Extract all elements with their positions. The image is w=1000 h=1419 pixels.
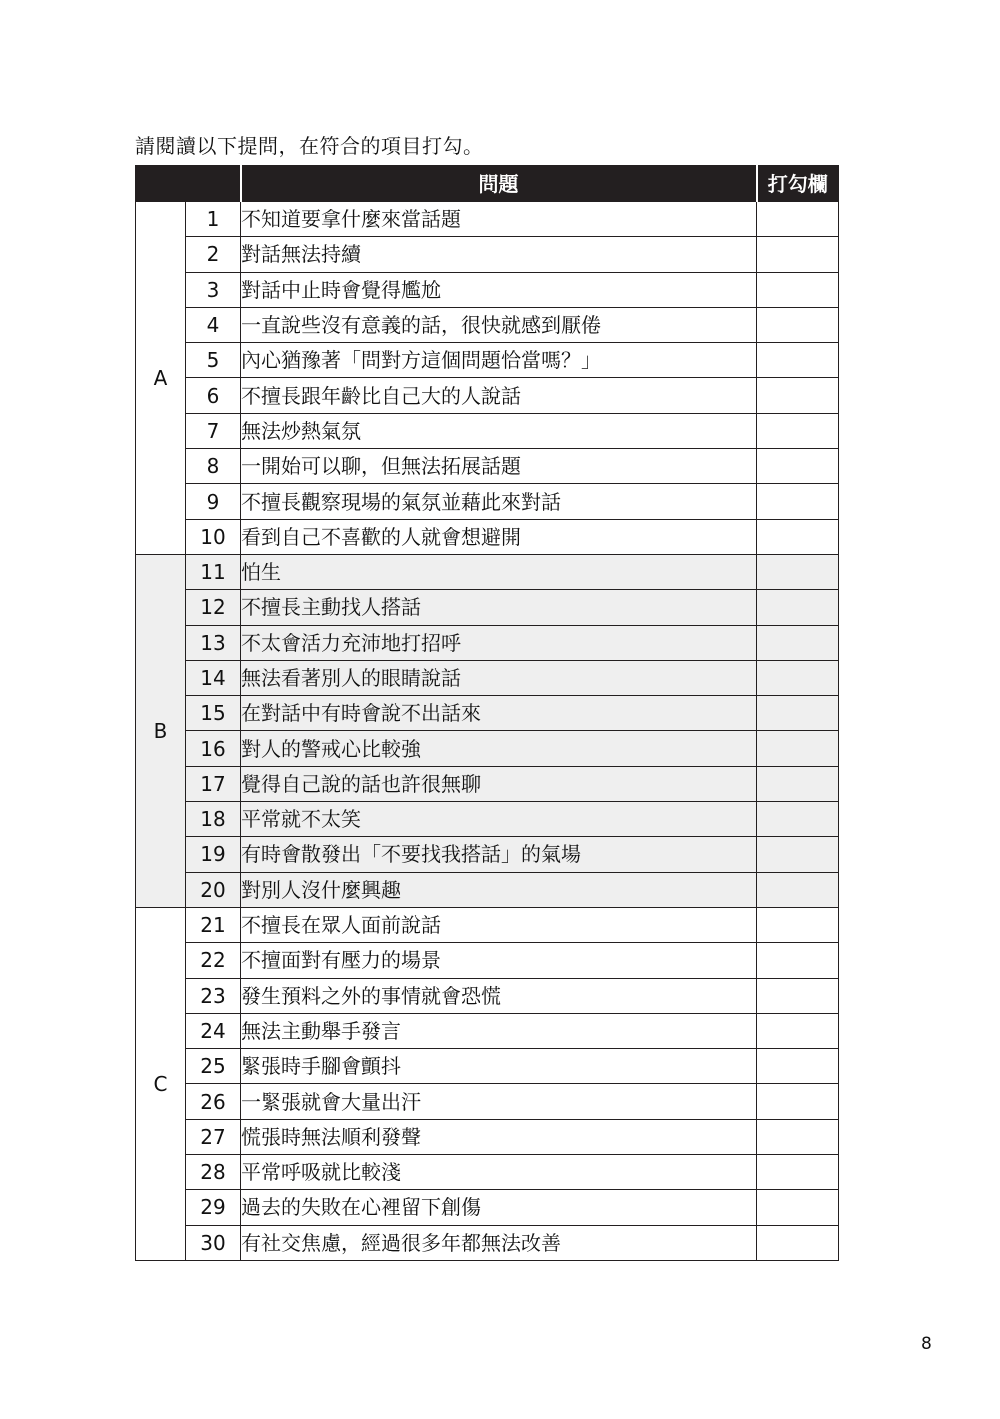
- question-number: 12: [186, 590, 241, 625]
- table-row: [136, 907, 839, 942]
- question-text: 過去的失敗在心裡留下創傷: [241, 1190, 757, 1225]
- question-number: 26: [186, 1084, 241, 1119]
- question-number: 16: [186, 731, 241, 766]
- table-row: [136, 202, 839, 237]
- question-text: 覺得自己說的話也許很無聊: [241, 766, 757, 801]
- question-text: 平常就不太笑: [241, 802, 757, 837]
- checkbox-cell[interactable]: [757, 660, 839, 695]
- checkbox-cell[interactable]: [757, 837, 839, 872]
- question-text: 無法看著別人的眼睛說話: [241, 660, 757, 695]
- question-text: 不擅面對有壓力的場景: [241, 943, 757, 978]
- checkbox-cell[interactable]: [757, 1225, 839, 1260]
- question-number: 22: [186, 943, 241, 978]
- question-number: 2: [186, 237, 241, 272]
- question-number: 13: [186, 625, 241, 660]
- checkbox-cell[interactable]: [757, 484, 839, 519]
- question-text: 一直說些沒有意義的話，很快就感到厭倦: [241, 307, 757, 342]
- checkbox-cell[interactable]: [757, 1190, 839, 1225]
- question-text: 有社交焦慮，經過很多年都無法改善: [241, 1225, 757, 1260]
- question-text: 發生預料之外的事情就會恐慌: [241, 978, 757, 1013]
- question-text: 不擅長主動找人搭話: [241, 590, 757, 625]
- checkbox-cell[interactable]: [757, 554, 839, 589]
- checkbox-cell[interactable]: [757, 272, 839, 307]
- question-text: 平常呼吸就比較淺: [241, 1155, 757, 1190]
- checkbox-cell[interactable]: [757, 343, 839, 378]
- question-number: 27: [186, 1119, 241, 1154]
- checkbox-cell[interactable]: [757, 449, 839, 484]
- table-row: [136, 519, 839, 554]
- table-row: [136, 1013, 839, 1048]
- question-text: 不擅長跟年齡比自己大的人說話: [241, 378, 757, 413]
- question-number: 8: [186, 449, 241, 484]
- checkbox-cell[interactable]: [757, 978, 839, 1013]
- question-text: 對話中止時會覺得尷尬: [241, 272, 757, 307]
- table-row: [136, 766, 839, 801]
- checkbox-cell[interactable]: [757, 1119, 839, 1154]
- checkbox-cell[interactable]: [757, 307, 839, 342]
- question-number: 4: [186, 307, 241, 342]
- question-number: 20: [186, 872, 241, 907]
- header-question: 問題: [241, 166, 757, 202]
- header-check: 打勾欄: [757, 166, 839, 202]
- table-row: [136, 1084, 839, 1119]
- table-row: [136, 1119, 839, 1154]
- table-row: [136, 413, 839, 448]
- checkbox-cell[interactable]: [757, 237, 839, 272]
- table-row: [136, 1049, 839, 1084]
- question-number: 21: [186, 907, 241, 942]
- table-row: [136, 484, 839, 519]
- table-row: [136, 625, 839, 660]
- checkbox-cell[interactable]: [757, 1155, 839, 1190]
- checkbox-cell[interactable]: [757, 413, 839, 448]
- checkbox-cell[interactable]: [757, 625, 839, 660]
- question-text: 內心猶豫著「問對方這個問題恰當嗎？」: [241, 343, 757, 378]
- group-label-a: A: [136, 202, 186, 555]
- question-number: 3: [186, 272, 241, 307]
- question-text: 有時會散發出「不要找我搭話」的氣場: [241, 837, 757, 872]
- checkbox-cell[interactable]: [757, 519, 839, 554]
- table-row: [136, 696, 839, 731]
- checkbox-cell[interactable]: [757, 907, 839, 942]
- table-row: [136, 590, 839, 625]
- checklist-table: [135, 165, 839, 1261]
- question-number: 1: [186, 202, 241, 237]
- question-text: 對別人沒什麼興趣: [241, 872, 757, 907]
- table-row: [136, 237, 839, 272]
- group-label-c: C: [136, 907, 186, 1260]
- question-number: 28: [186, 1155, 241, 1190]
- question-text: 不擅長在眾人面前說話: [241, 907, 757, 942]
- table-row: [136, 554, 839, 589]
- question-text: 不太會活力充沛地打招呼: [241, 625, 757, 660]
- group-label-b: B: [136, 554, 186, 907]
- checkbox-cell[interactable]: [757, 1049, 839, 1084]
- question-number: 11: [186, 554, 241, 589]
- table-row: [136, 378, 839, 413]
- checkbox-cell[interactable]: [757, 802, 839, 837]
- checkbox-cell[interactable]: [757, 766, 839, 801]
- table-row: [136, 449, 839, 484]
- question-text: 無法主動舉手發言: [241, 1013, 757, 1048]
- question-number: 19: [186, 837, 241, 872]
- table-row: [136, 343, 839, 378]
- checkbox-cell[interactable]: [757, 590, 839, 625]
- question-text: 不知道要拿什麼來當話題: [241, 202, 757, 237]
- table-row: [136, 837, 839, 872]
- question-text: 怕生: [241, 554, 757, 589]
- table-header-row: [136, 166, 839, 202]
- question-number: 14: [186, 660, 241, 695]
- checkbox-cell[interactable]: [757, 202, 839, 237]
- checkbox-cell[interactable]: [757, 731, 839, 766]
- question-number: 29: [186, 1190, 241, 1225]
- question-text: 一開始可以聊，但無法拓展話題: [241, 449, 757, 484]
- checkbox-cell[interactable]: [757, 1013, 839, 1048]
- question-text: 看到自己不喜歡的人就會想避開: [241, 519, 757, 554]
- table-row: [136, 731, 839, 766]
- question-number: 10: [186, 519, 241, 554]
- table-body: [136, 202, 839, 1261]
- table-row: [136, 1190, 839, 1225]
- question-number: 5: [186, 343, 241, 378]
- question-number: 24: [186, 1013, 241, 1048]
- question-number: 18: [186, 802, 241, 837]
- question-number: 25: [186, 1049, 241, 1084]
- question-number: 23: [186, 978, 241, 1013]
- table-row: [136, 943, 839, 978]
- question-number: 7: [186, 413, 241, 448]
- question-text: 不擅長觀察現場的氣氛並藉此來對話: [241, 484, 757, 519]
- question-text: 慌張時無法順利發聲: [241, 1119, 757, 1154]
- question-text: 在對話中有時會說不出話來: [241, 696, 757, 731]
- question-number: 30: [186, 1225, 241, 1260]
- question-text: 對話無法持續: [241, 237, 757, 272]
- table-row: [136, 1225, 839, 1260]
- table-row: [136, 872, 839, 907]
- instruction-text: 請閱讀以下提問，在符合的項目打勾。: [135, 134, 484, 158]
- question-text: 對人的警戒心比較強: [241, 731, 757, 766]
- page-number: 8: [921, 1334, 932, 1354]
- checkbox-cell[interactable]: [757, 378, 839, 413]
- header-blank-cell: [136, 166, 241, 202]
- question-number: 17: [186, 766, 241, 801]
- table-row: [136, 307, 839, 342]
- question-number: 15: [186, 696, 241, 731]
- table-row: [136, 978, 839, 1013]
- checkbox-cell[interactable]: [757, 696, 839, 731]
- table-row: [136, 1155, 839, 1190]
- checkbox-cell[interactable]: [757, 943, 839, 978]
- checkbox-cell[interactable]: [757, 1084, 839, 1119]
- table-row: [136, 660, 839, 695]
- table-row: [136, 272, 839, 307]
- question-text: 一緊張就會大量出汗: [241, 1084, 757, 1119]
- question-text: 無法炒熱氣氛: [241, 413, 757, 448]
- question-text: 緊張時手腳會顫抖: [241, 1049, 757, 1084]
- question-number: 6: [186, 378, 241, 413]
- table-row: [136, 802, 839, 837]
- question-number: 9: [186, 484, 241, 519]
- checkbox-cell[interactable]: [757, 872, 839, 907]
